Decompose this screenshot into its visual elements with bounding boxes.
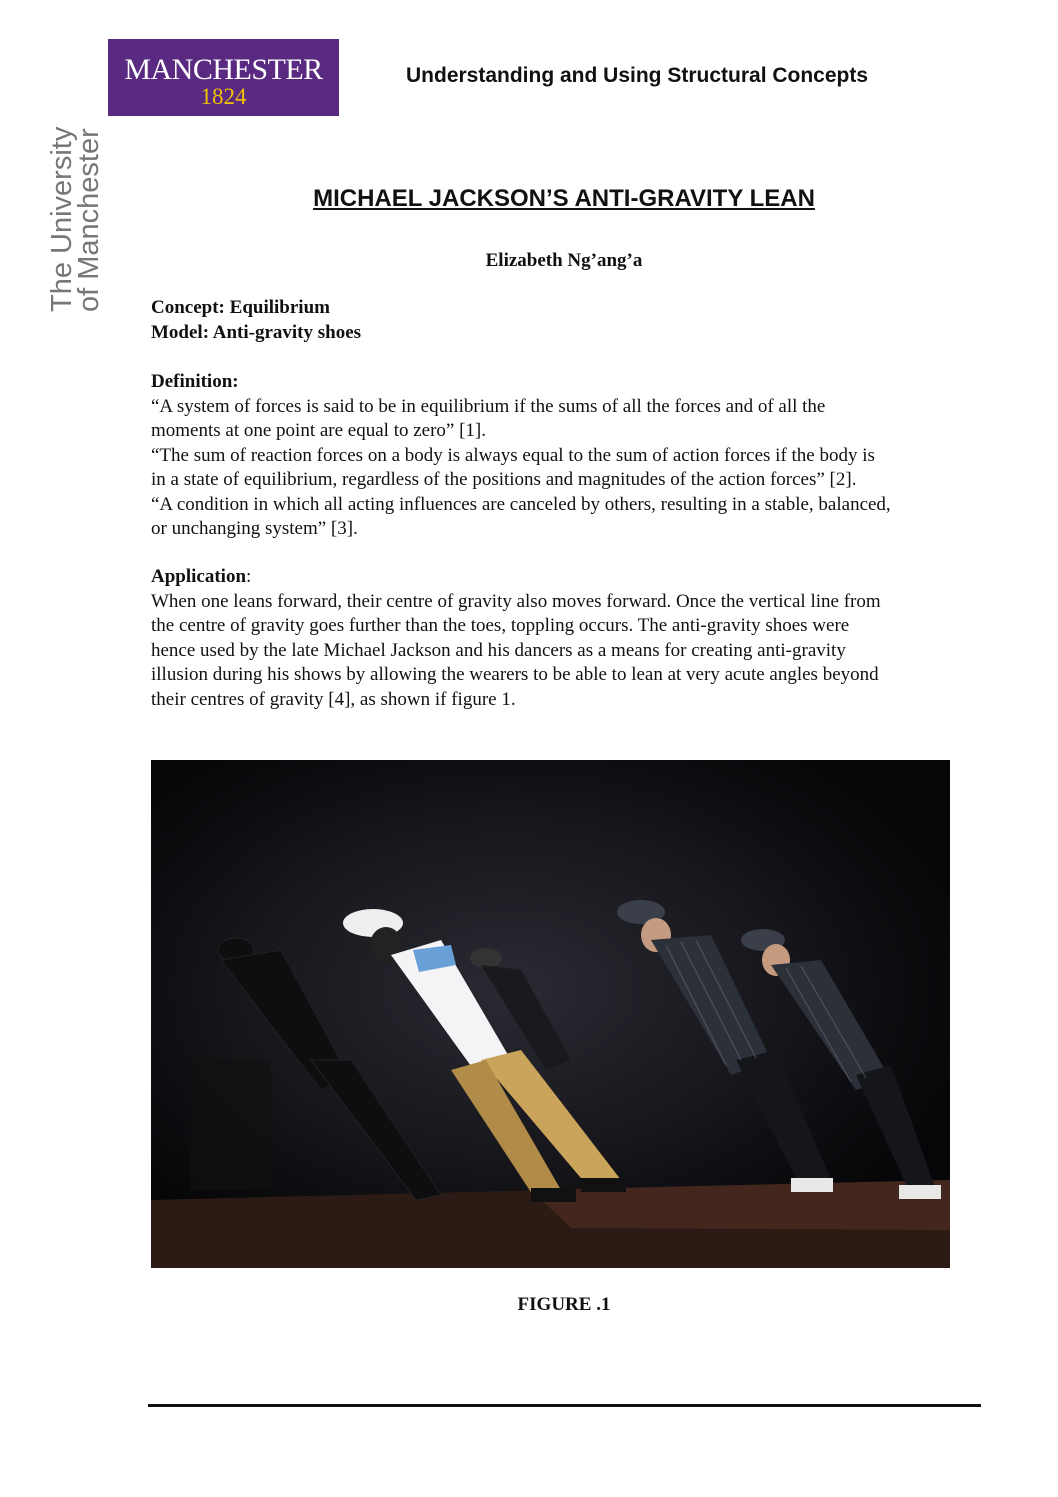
concept-label: Concept:: [151, 297, 225, 318]
definition-line: moments at one point are equal to zero” [1].: [151, 420, 487, 441]
document-title: MICHAEL JACKSON’S ANTI-GRAVITY LEAN: [313, 185, 815, 212]
university-logo: [108, 39, 339, 116]
definition-heading: Definition:: [151, 371, 239, 392]
university-name-line-2: of Manchester: [73, 128, 105, 312]
author: Elizabeth Ng’ang’a: [485, 250, 643, 271]
concept-model-block: [151, 296, 991, 345]
figure-photo: [151, 760, 950, 1268]
logo-year: 1824: [200, 84, 247, 109]
application-line: illusion during his shows by allowing the wearers to be able to lean at very acute angles beyond: [151, 664, 879, 685]
definition-line: or unchanging system” [3].: [151, 518, 358, 539]
application-line: When one leans forward, their centre of gravity also moves forward. Once the vertical line from: [151, 590, 881, 612]
application-heading-colon: :: [246, 566, 252, 587]
figure-photo-illustration: [151, 760, 950, 1268]
definition-section: [151, 370, 991, 542]
figure-caption: FIGURE .1: [517, 1294, 611, 1315]
university-vertical-name: [46, 126, 105, 312]
definition-line: “A condition in which all acting influences are canceled by others, resulting in a stable, balanced,: [151, 493, 891, 515]
concept-line: [151, 296, 991, 321]
model-line: [151, 321, 991, 346]
concept-value: Equilibrium: [229, 297, 330, 318]
university-name-line-1: The University: [46, 126, 78, 312]
application-heading-line: [151, 565, 991, 590]
definition-line: “The sum of reaction forces on a body is always equal to the sum of action forces if the body is: [151, 444, 875, 466]
application-section: [151, 565, 991, 712]
header-title: Understanding and Using Structural Concepts: [406, 64, 869, 87]
definition-line: “A system of forces is said to be in equilibrium if the sums of all the forces and of all the: [151, 395, 826, 417]
footer-rule: [148, 1404, 981, 1407]
model-value: Anti-gravity shoes: [212, 321, 362, 343]
application-heading: Application: [151, 566, 247, 587]
application-line: their centres of gravity [4], as shown if figure 1.: [151, 688, 516, 710]
application-line: hence used by the late Michael Jackson and his dancers as a means for creating anti-gravity: [151, 639, 846, 661]
definition-line: in a state of equilibrium, regardless of the positions and magnitudes of the action forces” [2].: [151, 469, 857, 490]
model-label: Model:: [151, 321, 210, 343]
logo-name: MANCHESTER: [124, 53, 323, 86]
application-line: the centre of gravity goes further than the toes, toppling occurs. The anti-gravity shoes were: [151, 615, 850, 636]
